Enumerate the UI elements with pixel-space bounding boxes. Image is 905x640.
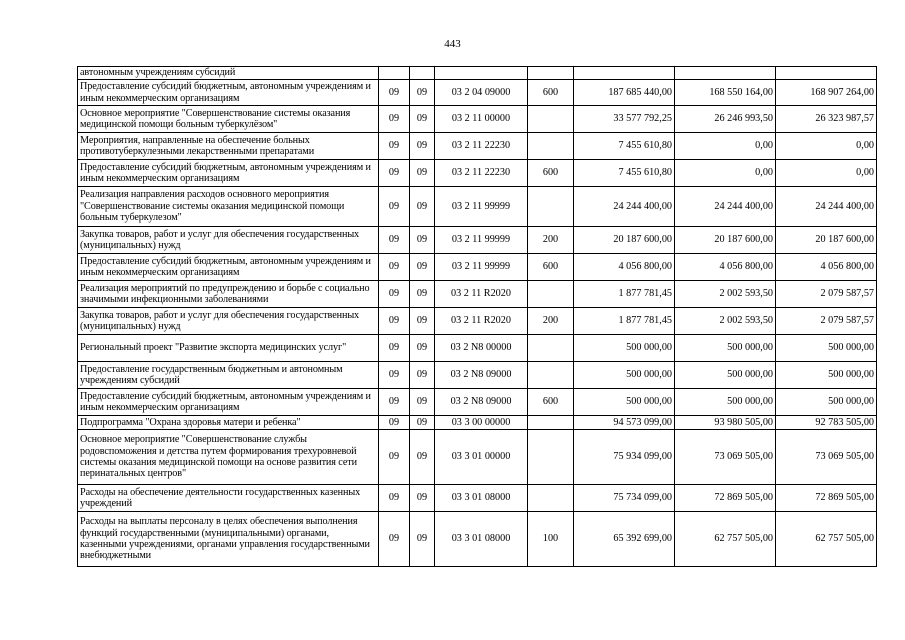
- row-expense-type: [528, 133, 574, 160]
- row-target-code: 03 2 N8 00000: [435, 335, 528, 362]
- row-section: 09: [379, 362, 410, 389]
- row-amount-1: [574, 67, 675, 80]
- table-row: [78, 254, 877, 281]
- table-row: [78, 362, 877, 389]
- row-target-code: 03 2 N8 09000: [435, 389, 528, 416]
- row-target-code: 03 2 11 99999: [435, 254, 528, 281]
- page-number: 443: [444, 38, 461, 50]
- row-target-code: 03 3 01 00000: [435, 430, 528, 485]
- row-subsection: 09: [410, 308, 435, 335]
- row-name: Закупка товаров, работ и услуг для обеспечения государственных (муниципальных) нужд: [78, 227, 379, 254]
- row-amount-2: 0,00: [675, 133, 776, 160]
- row-target-code: [435, 67, 528, 80]
- row-amount-1: 20 187 600,00: [574, 227, 675, 254]
- table-row: [78, 67, 877, 80]
- row-amount-2: 62 757 505,00: [675, 512, 776, 567]
- row-amount-3: 73 069 505,00: [776, 430, 877, 485]
- row-amount-1: 75 734 099,00: [574, 485, 675, 512]
- row-section: 09: [379, 133, 410, 160]
- row-name: Основное мероприятие "Совершенствование службы родовспоможения и детства путем формирования трехуровневой системы оказания медицинской помощи на основе развития сети перинатальных центров": [78, 430, 379, 485]
- table-row: [78, 80, 877, 106]
- row-amount-1: 75 934 099,00: [574, 430, 675, 485]
- row-amount-2: 168 550 164,00: [675, 80, 776, 106]
- row-section: 09: [379, 430, 410, 485]
- row-name: Расходы на выплаты персоналу в целях обеспечения выполнения функций государственными (муниципальными) органами, казенными учреждениями, органами управления государственными внебюджетными: [78, 512, 379, 567]
- row-subsection: 09: [410, 254, 435, 281]
- row-name: Предоставление субсидий бюджетным, автономным учреждениям и иным некоммерческим организациям: [78, 389, 379, 416]
- row-name: Предоставление субсидий бюджетным, автономным учреждениям и иным некоммерческим организациям: [78, 254, 379, 281]
- row-amount-1: 94 573 099,00: [574, 416, 675, 430]
- row-expense-type: 600: [528, 80, 574, 106]
- row-subsection: 09: [410, 416, 435, 430]
- row-amount-1: 65 392 699,00: [574, 512, 675, 567]
- row-name: Реализация направления расходов основного мероприятия "Совершенствование системы оказания медицинской помощи больным туберкулезом": [78, 187, 379, 227]
- row-amount-1: 7 455 610,80: [574, 160, 675, 187]
- row-amount-3: 500 000,00: [776, 362, 877, 389]
- row-amount-2: 73 069 505,00: [675, 430, 776, 485]
- row-expense-type: 600: [528, 160, 574, 187]
- row-target-code: 03 2 N8 09000: [435, 362, 528, 389]
- row-amount-3: 0,00: [776, 160, 877, 187]
- row-amount-2: 4 056 800,00: [675, 254, 776, 281]
- row-target-code: 03 3 01 08000: [435, 512, 528, 567]
- row-expense-type: 600: [528, 389, 574, 416]
- row-name: Предоставление государственным бюджетным и автономным учреждениям субсидий: [78, 362, 379, 389]
- row-subsection: 09: [410, 133, 435, 160]
- row-target-code: 03 2 11 22230: [435, 133, 528, 160]
- table-row: [78, 416, 877, 430]
- row-section: 09: [379, 512, 410, 567]
- row-subsection: 09: [410, 281, 435, 308]
- table-row: [78, 187, 877, 227]
- row-subsection: 09: [410, 335, 435, 362]
- row-target-code: 03 2 04 09000: [435, 80, 528, 106]
- row-expense-type: 600: [528, 254, 574, 281]
- row-name: Мероприятия, направленные на обеспечение больных противотуберкулезными лекарственными препаратами: [78, 133, 379, 160]
- row-amount-2: 500 000,00: [675, 362, 776, 389]
- row-target-code: 03 2 11 R2020: [435, 281, 528, 308]
- row-amount-2: 26 246 993,50: [675, 106, 776, 133]
- row-amount-2: 24 244 400,00: [675, 187, 776, 227]
- row-amount-1: 7 455 610,80: [574, 133, 675, 160]
- row-subsection: 09: [410, 227, 435, 254]
- row-section: 09: [379, 254, 410, 281]
- row-target-code: 03 2 11 00000: [435, 106, 528, 133]
- row-expense-type: [528, 67, 574, 80]
- table-row: [78, 389, 877, 416]
- row-amount-3: 500 000,00: [776, 335, 877, 362]
- row-amount-3: 62 757 505,00: [776, 512, 877, 567]
- row-subsection: 09: [410, 187, 435, 227]
- row-amount-1: 500 000,00: [574, 362, 675, 389]
- row-name: Реализация мероприятий по предупреждению и борьбе с социально значимыми инфекционными заболеваниями: [78, 281, 379, 308]
- row-amount-1: 4 056 800,00: [574, 254, 675, 281]
- table-row: [78, 106, 877, 133]
- row-target-code: 03 2 11 99999: [435, 187, 528, 227]
- table-row: [78, 227, 877, 254]
- row-subsection: 09: [410, 106, 435, 133]
- row-amount-3: 4 056 800,00: [776, 254, 877, 281]
- row-section: [379, 67, 410, 80]
- row-amount-1: 500 000,00: [574, 389, 675, 416]
- row-target-code: 03 3 01 08000: [435, 485, 528, 512]
- row-expense-type: 100: [528, 512, 574, 567]
- row-section: 09: [379, 106, 410, 133]
- row-amount-1: 1 877 781,45: [574, 281, 675, 308]
- row-name: Закупка товаров, работ и услуг для обеспечения государственных (муниципальных) нужд: [78, 308, 379, 335]
- row-name: Основное мероприятие "Совершенствование системы оказания медицинской помощи больным туберкулёзом": [78, 106, 379, 133]
- row-amount-3: [776, 67, 877, 80]
- row-expense-type: [528, 485, 574, 512]
- row-subsection: 09: [410, 485, 435, 512]
- table-row: [78, 485, 877, 512]
- row-name: автономным учреждениям субсидий: [78, 67, 379, 80]
- row-section: 09: [379, 335, 410, 362]
- row-amount-2: 93 980 505,00: [675, 416, 776, 430]
- row-amount-1: 24 244 400,00: [574, 187, 675, 227]
- row-expense-type: 200: [528, 227, 574, 254]
- table-row: [78, 133, 877, 160]
- row-amount-3: 500 000,00: [776, 389, 877, 416]
- row-subsection: 09: [410, 80, 435, 106]
- budget-table: [77, 66, 877, 567]
- row-subsection: [410, 67, 435, 80]
- row-amount-3: 168 907 264,00: [776, 80, 877, 106]
- row-expense-type: [528, 187, 574, 227]
- row-amount-2: 2 002 593,50: [675, 308, 776, 335]
- row-amount-1: 500 000,00: [574, 335, 675, 362]
- row-subsection: 09: [410, 362, 435, 389]
- row-amount-3: 24 244 400,00: [776, 187, 877, 227]
- row-expense-type: [528, 106, 574, 133]
- row-name: Предоставление субсидий бюджетным, автономным учреждениям и иным некоммерческим организациям: [78, 160, 379, 187]
- row-expense-type: [528, 430, 574, 485]
- row-name: Расходы на обеспечение деятельности государственных казенных учреждений: [78, 485, 379, 512]
- row-section: 09: [379, 389, 410, 416]
- row-section: 09: [379, 227, 410, 254]
- row-target-code: 03 3 00 00000: [435, 416, 528, 430]
- row-name: Предоставление субсидий бюджетным, автономным учреждениям и иным некоммерческим организациям: [78, 80, 379, 106]
- row-target-code: 03 2 11 99999: [435, 227, 528, 254]
- row-amount-2: 20 187 600,00: [675, 227, 776, 254]
- row-amount-2: 2 002 593,50: [675, 281, 776, 308]
- row-amount-3: 26 323 987,57: [776, 106, 877, 133]
- row-amount-2: [675, 67, 776, 80]
- row-section: 09: [379, 160, 410, 187]
- table-row: [78, 160, 877, 187]
- table-row: [78, 308, 877, 335]
- row-section: 09: [379, 281, 410, 308]
- row-target-code: 03 2 11 R2020: [435, 308, 528, 335]
- row-name: Региональный проект "Развитие экспорта медицинских услуг": [78, 335, 379, 362]
- row-amount-3: 2 079 587,57: [776, 281, 877, 308]
- row-section: 09: [379, 80, 410, 106]
- row-section: 09: [379, 485, 410, 512]
- row-section: 09: [379, 308, 410, 335]
- row-amount-2: 72 869 505,00: [675, 485, 776, 512]
- row-subsection: 09: [410, 160, 435, 187]
- row-amount-2: 500 000,00: [675, 335, 776, 362]
- row-expense-type: 200: [528, 308, 574, 335]
- row-name: Подпрограмма "Охрана здоровья матери и ребенка": [78, 416, 379, 430]
- row-amount-3: 0,00: [776, 133, 877, 160]
- row-section: 09: [379, 416, 410, 430]
- row-expense-type: [528, 281, 574, 308]
- row-expense-type: [528, 335, 574, 362]
- row-amount-3: 72 869 505,00: [776, 485, 877, 512]
- table-row: [78, 512, 877, 567]
- table-row: [78, 281, 877, 308]
- row-subsection: 09: [410, 389, 435, 416]
- row-target-code: 03 2 11 22230: [435, 160, 528, 187]
- row-subsection: 09: [410, 430, 435, 485]
- row-amount-2: 0,00: [675, 160, 776, 187]
- table-row: [78, 335, 877, 362]
- row-expense-type: [528, 416, 574, 430]
- row-section: 09: [379, 187, 410, 227]
- table-row: [78, 430, 877, 485]
- row-amount-3: 2 079 587,57: [776, 308, 877, 335]
- row-expense-type: [528, 362, 574, 389]
- row-amount-3: 92 783 505,00: [776, 416, 877, 430]
- row-amount-1: 1 877 781,45: [574, 308, 675, 335]
- row-subsection: 09: [410, 512, 435, 567]
- row-amount-2: 500 000,00: [675, 389, 776, 416]
- row-amount-1: 187 685 440,00: [574, 80, 675, 106]
- row-amount-1: 33 577 792,25: [574, 106, 675, 133]
- row-amount-3: 20 187 600,00: [776, 227, 877, 254]
